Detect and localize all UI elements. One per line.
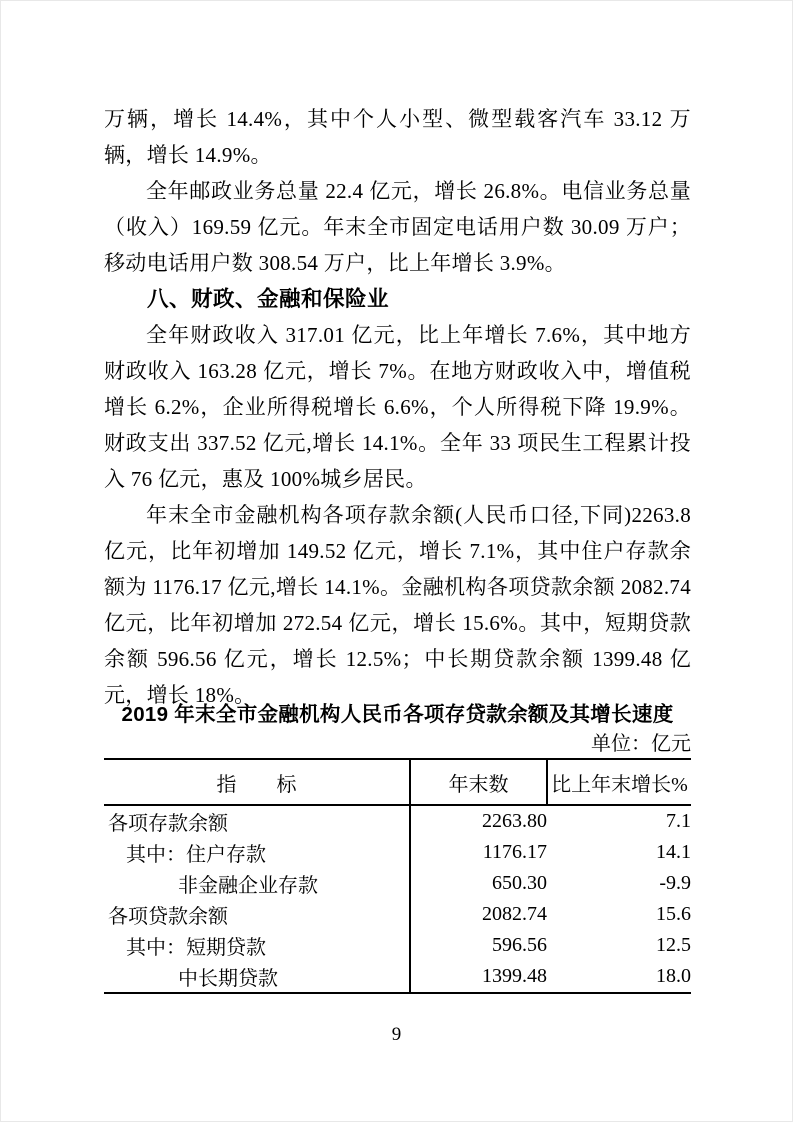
table-row	[104, 961, 691, 993]
row-growth-value: 15.6	[656, 903, 691, 925]
deposits-loans-table	[104, 758, 691, 994]
row-year-end-value: 2263.80	[482, 810, 547, 832]
table-title: 2019 年末全市金融机构人民币各项存贷款余额及其增长速度	[121, 703, 674, 726]
row-year-end-value: 1399.48	[482, 965, 547, 987]
row-indicator: 各项存款余额	[104, 805, 410, 837]
row-growth-value: 12.5	[656, 934, 691, 956]
row-indicator: 中长期贷款	[104, 961, 410, 993]
table-unit-note: 单位：亿元	[591, 733, 691, 755]
row-year-end-value: 2082.74	[482, 903, 547, 925]
table-row	[104, 930, 691, 961]
table-row	[104, 837, 691, 868]
row-growth-value: 7.1	[666, 810, 691, 832]
row-indicator: 其中：住户存款	[104, 837, 410, 868]
row-indicator: 其中：短期贷款	[104, 930, 410, 961]
row-year-end-value: 650.30	[492, 872, 547, 894]
row-year-end-value: 596.56	[492, 934, 547, 956]
row-year-end-value: 1176.17	[482, 841, 547, 863]
body-text-block	[104, 101, 691, 713]
paragraph-vehicles-continuation: 万辆，增长 14.4%，其中个人小型、微型载客汽车 33.12 万辆，增长 14.9%。	[104, 107, 691, 167]
paragraph-fiscal: 全年财政收入 317.01 亿元，比上年增长 7.6%，其中地方财政收入 163.28 亿元，增长 7%。在地方财政收入中，增值税增长 6.2%，企业所得税增长 6.6%，个人所得税下降 19.9%。财政支出 337.52 亿元,增长 14.1%。全年 33 项民生工程累计投入 76 亿元，惠及 100%城乡居民。	[104, 323, 691, 491]
row-indicator: 各项贷款余额	[104, 899, 410, 930]
section-heading: 八、财政、金融和保险业	[147, 287, 390, 311]
table-row	[104, 899, 691, 930]
row-growth-value: 14.1	[656, 841, 691, 863]
row-growth-value: 18.0	[656, 965, 691, 987]
table-header-row	[104, 759, 691, 805]
row-indicator: 非金融企业存款	[104, 868, 410, 899]
paragraph-finance: 年末全市金融机构各项存款余额(人民币口径,下同)2263.8 亿元，比年初增加 149.52 亿元，增长 7.1%，其中住户存款余额为 1176.17 亿元,增长 14.1%。金融机构各项贷款余额 2082.74 亿元，比年初增加 272.54 亿元，增长 15.6%。其中，短期贷款余额 596.56 亿元，增长 12.5%；中长期贷款余额 1399.48 亿元，增长 18%。	[104, 503, 691, 707]
paragraph-postal-telecom: 全年邮政业务总量 22.4 亿元，增长 26.8%。电信业务总量（收入）169.59 亿元。年末全市固定电话用户数 30.09 万户；移动电话用户数 308.54 万户，比上年增长 3.9%。	[104, 179, 691, 275]
table-row	[104, 868, 691, 899]
column-header-year-end: 年末数	[410, 759, 547, 805]
column-header-growth: 比上年末增长%	[547, 759, 691, 805]
page-number: 9	[391, 1024, 402, 1045]
column-header-indicator: 指 标	[104, 759, 410, 805]
table-block	[104, 700, 691, 994]
row-growth-value: -9.9	[659, 872, 691, 894]
table-row	[104, 805, 691, 837]
